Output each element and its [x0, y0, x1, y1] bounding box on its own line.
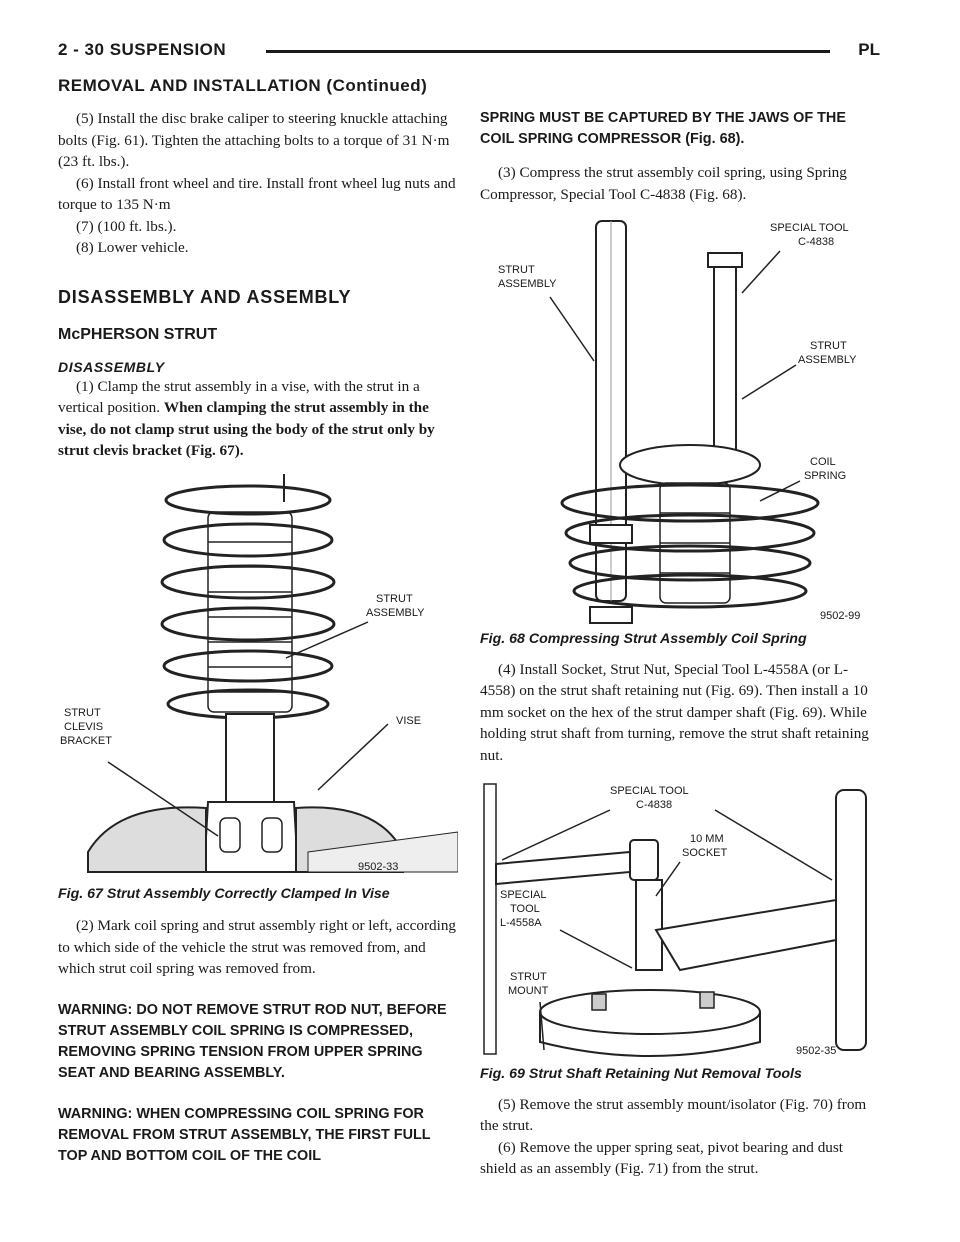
- fig69-label-tool-1: SPECIAL TOOL: [610, 785, 689, 797]
- step-7: (7) (100 ft. lbs.).: [76, 217, 177, 235]
- step-6: (6) Install front wheel and tire. Install front wheel lug nuts and torque to 135 N·m: [58, 174, 456, 213]
- figure-67-caption: Fig. 67 Strut Assembly Correctly Clamped In Vise: [58, 885, 390, 902]
- disassembly-step-5: (5) Remove the strut assembly mount/isolator (Fig. 70) from the strut.: [480, 1095, 867, 1134]
- fig67-label-clevis-1: STRUT: [64, 706, 101, 719]
- left-column: [58, 108, 458, 1167]
- figure-69-caption: Fig. 69 Strut Shaft Retaining Nut Removal Tools: [480, 1066, 802, 1082]
- subsection-title: McPHERSON STRUT: [58, 326, 218, 343]
- figure-68: [480, 213, 880, 625]
- fig69-label-special-1: SPECIAL: [500, 889, 547, 901]
- step-5: (5) Install the disc brake caliper to steering knuckle attaching bolts (Fig. 61). Tighten the attaching bolts to a torque of 31 N·m (23 ft. lbs.).: [58, 110, 450, 170]
- fig68-label-strut-2: ASSEMBLY: [498, 278, 557, 290]
- figure-69: [480, 780, 880, 1060]
- spring-compressor-illustration: [480, 213, 880, 625]
- section-code: PL: [858, 40, 880, 59]
- warning-2-continued: SPRING MUST BE CAPTURED BY THE JAWS OF THE COIL SPRING COMPRESSOR (Fig. 68).: [480, 110, 846, 147]
- header-rule: [266, 50, 830, 53]
- warning-2: WARNING: WHEN COMPRESSING COIL SPRING FOR REMOVAL FROM STRUT ASSEMBLY, THE FIRST FULL TOP AND BOTTOM COIL OF THE COIL: [58, 1105, 431, 1164]
- strut-vise-illustration: [58, 472, 458, 880]
- fig67-label-strut-2: ASSEMBLY: [366, 606, 425, 619]
- fig67-label-clevis-2: CLEVIS: [64, 720, 104, 733]
- disassembly-step-1: [58, 376, 458, 462]
- figure-67: [58, 472, 458, 880]
- figure-68-caption: Fig. 68 Compressing Strut Assembly Coil Spring: [480, 631, 807, 647]
- fig68-label-tool-2: C-4838: [798, 236, 835, 248]
- fig69-label-special-3: L-4558A: [500, 917, 542, 929]
- fig68-label-strut-r2: ASSEMBLY: [798, 354, 857, 366]
- fig67-label-clevis-3: BRACKET: [60, 734, 112, 747]
- fig69-label-socket-1: 10 MM: [690, 833, 724, 845]
- disassembly-step-2: (2) Mark coil spring and strut assembly right or left, according to which side of the vehicle the strut was removed from, and which strut coil spring was removed from.: [58, 917, 457, 977]
- fig68-label-tool-1: SPECIAL TOOL: [770, 222, 849, 234]
- disassembly-step-6: (6) Remove the upper spring seat, pivot bearing and dust shield as an assembly (Fig. 71) from the strut.: [480, 1138, 844, 1177]
- disassembly-step-3: (3) Compress the strut assembly coil spring, using Spring Compressor, Special Tool C-4838 (Fig. 68).: [480, 164, 847, 203]
- fig67-code: 9502-33: [358, 860, 399, 873]
- fig69-label-mount-1: STRUT: [510, 971, 547, 983]
- fig69-label-mount-2: MOUNT: [508, 985, 549, 997]
- right-column: [480, 108, 880, 1180]
- fig69-code: 9502-35: [796, 1045, 837, 1057]
- fig69-label-tool-2: C-4838: [636, 799, 673, 811]
- disassembly-heading: DISASSEMBLY: [58, 358, 165, 375]
- fig67-label-vise: VISE: [396, 714, 422, 727]
- fig69-label-socket-2: SOCKET: [682, 847, 728, 859]
- warning-1: WARNING: DO NOT REMOVE STRUT ROD NUT, BEFORE STRUT ASSEMBLY COIL SPRING IS COMPRESSED, REMOVING SPRING TENSION FROM UPPER SPRING SEAT AND BEARING ASSEMBLY.: [58, 1001, 447, 1081]
- page-header: [58, 36, 880, 66]
- fig68-label-strut-r1: STRUT: [810, 340, 847, 352]
- step-1-bold-note: When clamping the strut assembly in the vise, do not clamp strut using the body of the strut only by strut clevis bracket (Fig. 67).: [58, 399, 435, 459]
- nut-removal-tools-illustration: [480, 780, 880, 1060]
- disassembly-step-4: (4) Install Socket, Strut Nut, Special Tool L-4558A (or L-4558) on the strut shaft retaining nut (Fig. 69). Then install a 10 mm socket on the hex of the strut damper shaft (Fig. 69). While holding strut shaft from turning, remove the strut shaft retaining nut.: [480, 660, 869, 764]
- fig68-code: 9502-99: [820, 610, 861, 622]
- fig67-label-strut-1: STRUT: [376, 592, 413, 605]
- step-8: (8) Lower vehicle.: [76, 239, 189, 256]
- continued-title: REMOVAL AND INSTALLATION (Continued): [58, 76, 428, 95]
- fig68-label-strut-1: STRUT: [498, 264, 535, 276]
- section-title: DISASSEMBLY AND ASSEMBLY: [58, 286, 352, 307]
- page-reference: 2 - 30 SUSPENSION: [58, 40, 227, 59]
- fig69-label-special-2: TOOL: [510, 903, 540, 915]
- fig68-label-coil-2: SPRING: [804, 470, 847, 482]
- fig68-label-coil-1: COIL: [810, 456, 836, 468]
- step-1-text: (1) Clamp the strut assembly in a vise, with the strut in a vertical position.: [58, 377, 420, 416]
